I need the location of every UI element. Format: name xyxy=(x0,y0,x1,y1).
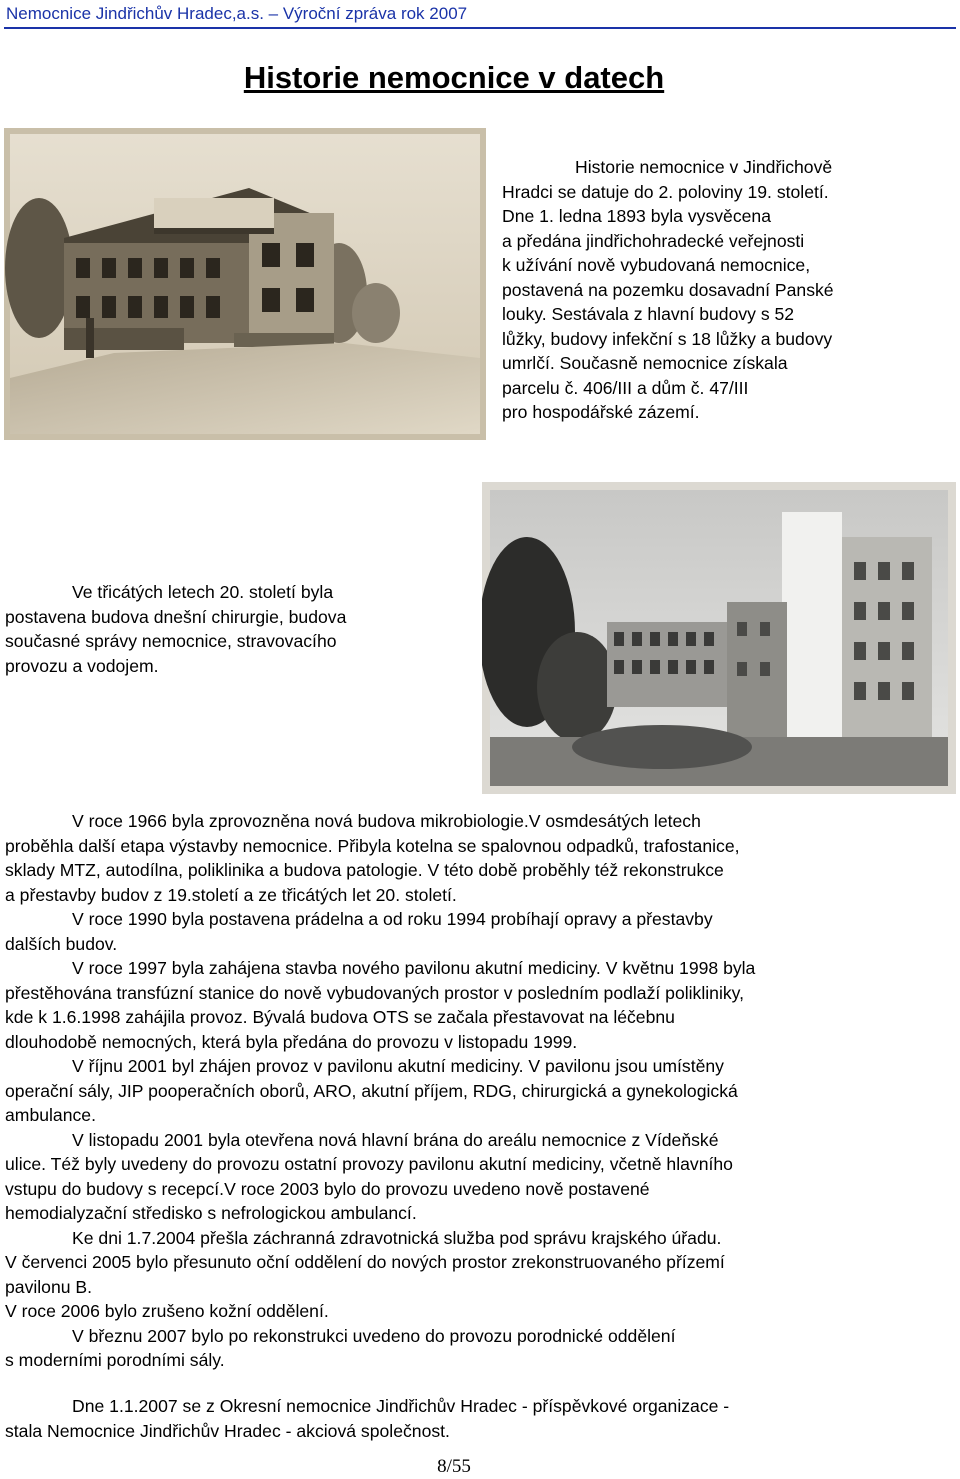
text-line: V roce 1997 byla zahájena stavba nového pavilonu akutní mediciny. V květnu 1998 byla xyxy=(72,958,756,978)
text-line: stala Nemocnice Jindřichův Hradec - akciová společnost. xyxy=(5,1420,450,1441)
text-line: postavená na pozemku dosavadní Panské xyxy=(502,279,834,300)
text-line: a přestavby budov z 19.století a ze třicátých let 20. století. xyxy=(5,884,457,905)
text-line: V roce 1966 byla zprovozněna nová budova mikrobiologie.V osmdesátých letech xyxy=(72,811,701,831)
text-line: kde k 1.6.1998 zahájila provoz. Bývalá budova OTS se začala přestavovat na léčebnu xyxy=(5,1007,675,1027)
header-rule xyxy=(4,27,956,29)
report-header: Nemocnice Jindřichův Hradec,a.s. – Výroční zpráva rok 2007 xyxy=(6,4,468,23)
text-line: pavilonu B. xyxy=(5,1276,93,1297)
text-line: Historie nemocnice v Jindřichově xyxy=(575,157,833,177)
text-line: vstupu do budovy s recepcí.V roce 2003 bylo do provozu uvedeno nově postavené xyxy=(5,1178,650,1199)
text-line: V listopadu 2001 byla otevřena nová hlavní brána do areálu nemocnice z Vídeňské xyxy=(72,1129,719,1150)
text-line: pro hospodářské zázemí. xyxy=(502,402,700,422)
text-line: Ve třicátých letech 20. století byla xyxy=(72,582,334,602)
old-hospital-photo xyxy=(4,128,486,440)
text-line: a předána jindřichohradecké veřejnosti xyxy=(502,230,805,251)
text-line: ulice. Též byly uvedeny do provozu ostatní provozy pavilonu akutní mediciny, včetně hlavního xyxy=(5,1154,733,1174)
text-line: operační sály, JIP pooperačních oborů, ARO, akutní příjem, RDG, chirurgická a gynekologická xyxy=(5,1080,738,1101)
thirties-paragraph xyxy=(5,580,460,678)
intro-paragraph xyxy=(502,155,904,425)
page-title: Historie nemocnice v datech xyxy=(243,60,665,95)
text-line: V roce 1990 byla postavena prádelna a od roku 1994 probíhají opravy a přestavby xyxy=(72,909,713,929)
text-line: umrlčí. Současně nemocnice získala xyxy=(502,353,788,373)
text-line: proběhla další etapa výstavby nemocnice. Přibyla kotelna se spalovnou odpadků, trafostanice, xyxy=(5,835,740,856)
text-line: s moderními porodními sály. xyxy=(5,1350,225,1370)
text-line: dlouhodobě nemocných, která byla předána do provozu v listopadu 1999. xyxy=(5,1031,578,1052)
thirties-buildings-photo xyxy=(482,482,956,794)
text-line: louky. Sestávala z hlavní budovy s 52 xyxy=(502,304,795,324)
page-number: 8/55 xyxy=(437,1456,471,1477)
text-line: hemodialyzační středisko s nefrologickou ambulancí. xyxy=(5,1203,417,1223)
text-line: k užívání nově vybudovaná nemocnice, xyxy=(502,255,811,275)
text-line: sklady MTZ, autodílna, poliklinika a budova patologie. V této době proběhly též rekonstrukce xyxy=(5,860,724,880)
text-line: Dne 1. ledna 1893 byla vysvěcena xyxy=(502,206,771,226)
text-line: provozu a vodojem. xyxy=(5,655,159,676)
history-body xyxy=(5,809,902,1373)
text-line: V říjnu 2001 byl zhájen provoz v pavilonu akutní mediciny. V pavilonu jsou umístěny xyxy=(72,1056,724,1076)
text-line: V březnu 2007 bylo po rekonstrukci uvedeno do provozu porodnické oddělení xyxy=(72,1325,676,1346)
text-line: postavena budova dnešní chirurgie, budova xyxy=(5,606,347,627)
text-line: lůžky, budovy infekční s 18 lůžky a budovy xyxy=(502,328,833,349)
text-line: Dne 1.1.2007 se z Okresní nemocnice Jindřichův Hradec - příspěvkové organizace - xyxy=(72,1396,730,1416)
text-line: V červenci 2005 bylo přesunuto oční oddělení do nových prostor zrekonstruovaného přízemí xyxy=(5,1252,725,1272)
text-line: přestěhována transfúzní stanice do nově vybudovaných prostor v posledním podlaží polikliniky, xyxy=(5,982,745,1003)
text-line: V roce 2006 bylo zrušeno kožní oddělení. xyxy=(5,1301,329,1321)
text-line: ambulance. xyxy=(5,1105,96,1125)
text-line: současné správy nemocnice, stravovacího xyxy=(5,631,337,651)
text-line: Ke dni 1.7.2004 přešla záchranná zdravotnická služba pod správu krajského úřadu. xyxy=(72,1227,722,1248)
text-line: dalších budov. xyxy=(5,933,118,954)
closing-paragraph xyxy=(5,1394,902,1443)
text-line: Hradci se datuje do 2. poloviny 19. století. xyxy=(502,181,829,202)
text-line: parcelu č. 406/III a dům č. 47/III xyxy=(502,377,749,398)
